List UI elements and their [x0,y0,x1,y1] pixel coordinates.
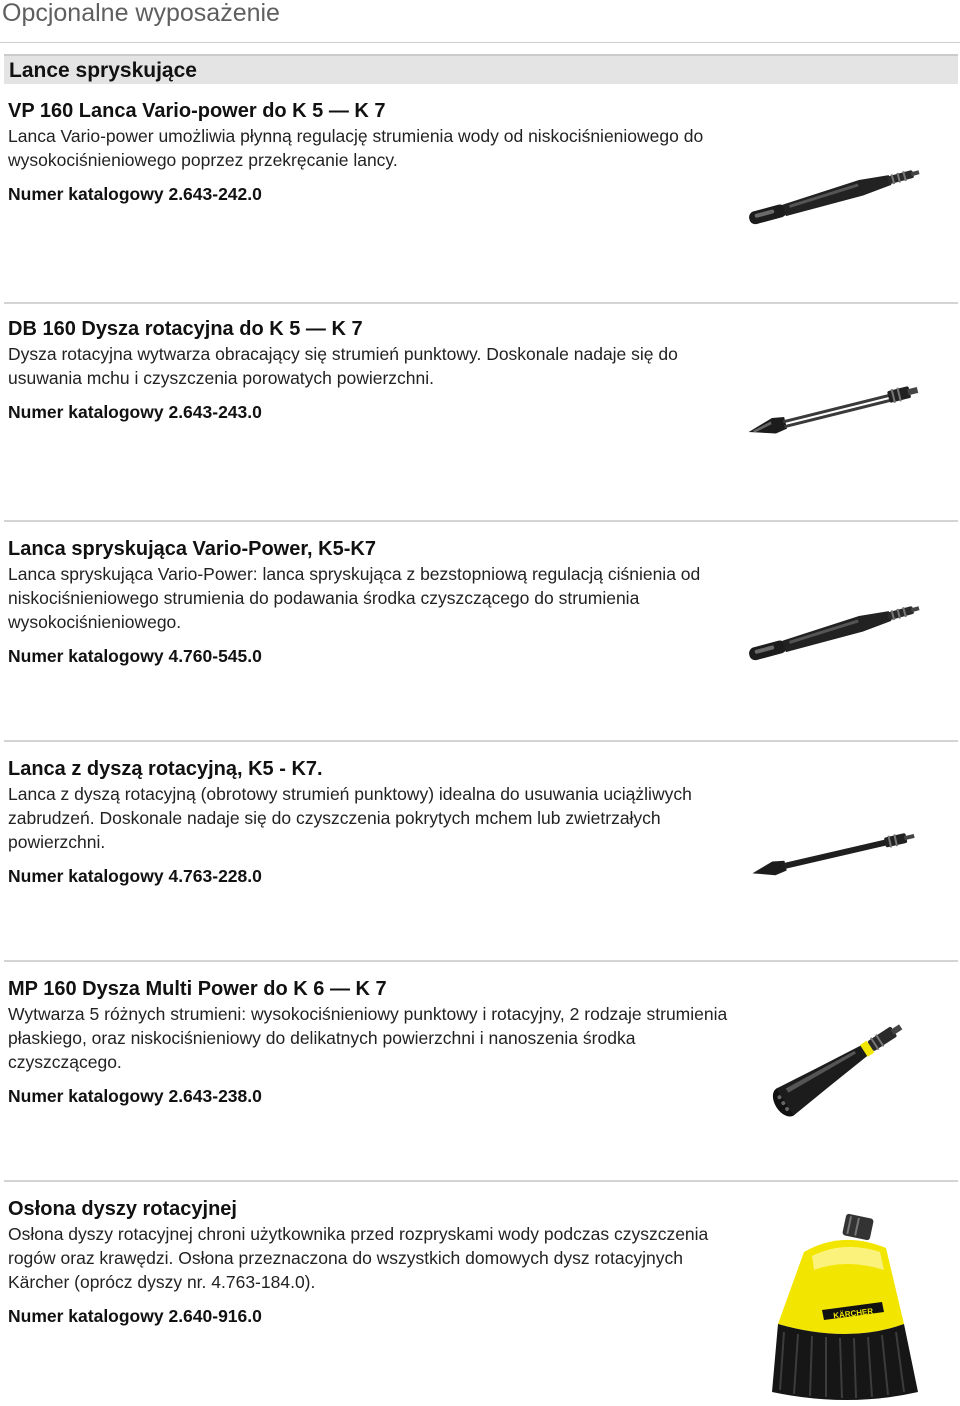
title-divider [0,42,960,43]
page-title: Opcjonalne wyposażenie [2,0,280,27]
product-catalog-number: Numer katalogowy 4.760-545.0 [8,646,262,666]
multi-power-nozzle-icon [760,1010,925,1120]
product-item [0,306,960,526]
product-divider [4,960,958,962]
product-description: Lanca Vario-power umożliwia płynną regulację strumienia wody od niskociśnieniowego do wysokociśnieniowego poprzez przekręcanie lancy. [8,126,704,170]
product-catalog-number: Numer katalogowy 2.643-242.0 [8,184,262,204]
product-title: MP 160 Dysza Multi Power do K 6 — K 7 [8,978,387,1000]
splash-guard-icon [764,1212,932,1402]
product-item [0,88,960,308]
product-description: Dysza rotacyjna wytwarza obracający się strumień punktowy. Doskonale nadaje się do usuwania mchu i czyszczenia porowatych powierzchni. [8,344,678,388]
rotary-nozzle-lance-icon [742,372,932,448]
product-description: Osłona dyszy rotacyjnej chroni użytkownika przed rozpryskami wody podczas czyszczenia rogów oraz krawędzi. Osłona przeznaczona do wszystkich domowych dysz rotacyjnych Kärcher (oprócz dyszy nr. 4.763-184.0). [8,1224,709,1292]
product-title: VP 160 Lanca Vario-power do K 5 — K 7 [8,100,386,122]
product-description: Lanca spryskująca Vario-Power: lanca spryskująca z bezstopniową regulacją ciśnienia od niskociśnieniowego strumienia do podawania środka czyszczącego do strumienia wysokociśnieniowego. [8,564,701,632]
svg-text:KÄRCHER: KÄRCHER [832,1306,874,1321]
product-title: Lanca spryskująca Vario-Power, K5-K7 [8,538,376,560]
rotary-nozzle-lance-icon [746,818,926,888]
product-catalog-number: Numer katalogowy 2.643-238.0 [8,1086,262,1106]
product-description: Lanca z dyszą rotacyjną (obrotowy strumień punktowy) idealna do usuwania uciążliwych zabrudzeń. Doskonale nadaje się do czyszczenia pokrytych mchem lub zwietrzałych powierzchni. [8,784,692,852]
product-item [0,966,960,1186]
product-divider [4,740,958,742]
product-divider [4,1180,958,1182]
section-header [4,54,958,84]
section-title: Lance spryskujące [9,59,197,82]
vario-power-lance-icon [742,596,927,666]
product-catalog-number: Numer katalogowy 2.640-916.0 [8,1306,262,1326]
product-description: Wytwarza 5 różnych strumieni: wysokociśnieniowy punktowy i rotacyjny, 2 rodzaje strumienia płaskiego, oraz niskociśnieniowy do delikatnych powierzchni i nanoszenia środka czyszczącego. [8,1004,728,1072]
product-item [0,1186,960,1406]
product-item [0,526,960,746]
product-item [0,746,960,966]
product-title: Lanca z dyszą rotacyjną, K5 - K7. [8,758,323,780]
product-divider [4,520,958,522]
product-title: Osłona dyszy rotacyjnej [8,1198,237,1220]
product-title: DB 160 Dysza rotacyjna do K 5 — K 7 [8,318,363,340]
product-catalog-number: Numer katalogowy 2.643-243.0 [8,402,262,422]
product-divider [4,302,958,304]
product-catalog-number: Numer katalogowy 4.763-228.0 [8,866,262,886]
vario-power-lance-icon [742,160,927,230]
